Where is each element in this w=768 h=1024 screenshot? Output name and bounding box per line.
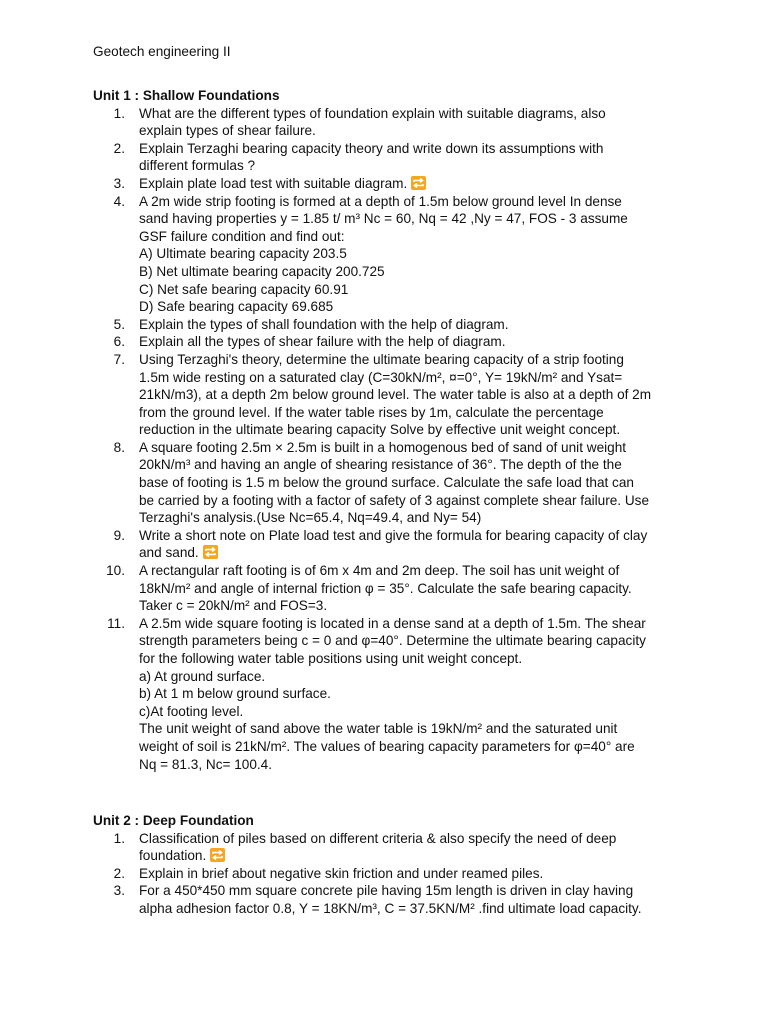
question-text: from the ground level. If the water table rises by 1m, calculate the percentage xyxy=(139,404,604,420)
question-text-line xyxy=(139,439,679,457)
question-text-line xyxy=(139,527,679,545)
question-text-line xyxy=(139,720,679,738)
repeat-icon xyxy=(210,848,225,862)
question-item xyxy=(93,140,679,175)
question-item xyxy=(93,882,679,917)
question-text: GSF failure condition and find out: xyxy=(139,228,345,244)
question-text-line xyxy=(139,474,679,492)
question-text-line xyxy=(139,865,679,883)
question-text: explain types of shear failure. xyxy=(139,123,316,139)
question-text: Classification of piles based on different criteria & also specify the need of deep xyxy=(139,830,617,846)
question-text: Using Terzaghi's theory, determine the ultimate bearing capacity of a strip footing xyxy=(139,351,624,367)
question-text-line xyxy=(139,386,679,404)
question-text-line xyxy=(139,404,679,422)
repeat-icon xyxy=(203,545,218,559)
question-text-line xyxy=(139,351,679,369)
question-text: The unit weight of sand above the water table is 19kN/m² and the saturated unit xyxy=(139,721,618,737)
question-number: 10. xyxy=(106,563,125,579)
question-text: sand having properties y = 1.85 t/ m³ Nc = 60, Nq = 42 ,Ny = 47, FOS - 3 assume xyxy=(139,211,628,227)
question-text-line xyxy=(139,210,679,228)
question-text-line xyxy=(139,492,679,510)
question-text-line xyxy=(139,281,679,299)
question-text: reduction in the ultimate bearing capacity Solve by effective unit weight concept. xyxy=(139,422,621,438)
question-item xyxy=(93,105,679,140)
repeat-icon xyxy=(411,176,426,190)
question-number: 9. xyxy=(113,527,125,543)
question-item xyxy=(93,351,679,439)
question-text-line xyxy=(139,245,679,263)
question-number: 2. xyxy=(113,865,125,881)
question-text-line xyxy=(139,597,679,615)
question-number: 3. xyxy=(113,175,125,191)
question-text: c)At footing level. xyxy=(139,703,244,719)
question-number: 5. xyxy=(113,316,125,332)
question-text-line xyxy=(139,668,679,686)
question-item xyxy=(93,333,679,351)
question-number: 7. xyxy=(113,351,125,367)
question-item xyxy=(93,615,679,773)
question-text: 21kN/m3), at a depth 2m below ground level. The water table is also at a depth of 2m xyxy=(139,387,652,403)
question-text: base of footing is 1.5 m below the ground surface. Calculate the safe load that can xyxy=(139,475,634,491)
question-number: 1. xyxy=(113,105,125,121)
question-text-line xyxy=(139,140,679,158)
question-text-line xyxy=(139,756,679,774)
question-text-line xyxy=(139,544,679,562)
question-text: and sand. xyxy=(139,545,199,561)
question-text-line xyxy=(139,105,679,123)
question-text-line xyxy=(139,738,679,756)
question-text: alpha adhesion factor 0.8, Y = 18KN/m³, C = 37.5KN/M² .find ultimate load capacity. xyxy=(139,900,642,916)
question-text: A 2.5m wide square footing is located in a dense sand at a depth of 1.5m. The shear xyxy=(139,615,646,631)
unit-1-section xyxy=(93,87,693,773)
question-text: Explain all the types of shear failure with the help of diagram. xyxy=(139,334,506,350)
question-number: 8. xyxy=(113,439,125,455)
question-text: b) At 1 m below ground surface. xyxy=(139,686,331,702)
question-number: 3. xyxy=(113,883,125,899)
question-text: Explain Terzaghi bearing capacity theory and write down its assumptions with xyxy=(139,140,604,156)
question-text: Explain plate load test with suitable diagram. xyxy=(139,175,408,191)
unit-1-title: Unit 1 : Shallow Foundations xyxy=(93,88,280,103)
unit-2-title: Unit 2 : Deep Foundation xyxy=(93,813,254,828)
question-text-line xyxy=(139,228,679,246)
question-text-line xyxy=(139,562,679,580)
question-item xyxy=(93,175,679,193)
question-text-line xyxy=(139,122,679,140)
question-item xyxy=(93,439,679,527)
question-item xyxy=(93,865,679,883)
question-text-line xyxy=(139,615,679,633)
question-text: 18kN/m² and angle of internal friction φ = 35°. Calculate the safe bearing capacity. xyxy=(139,580,632,596)
question-text-line xyxy=(139,175,679,193)
question-text: D) Safe bearing capacity 69.685 xyxy=(139,299,334,315)
question-text-line xyxy=(139,900,679,918)
question-text: B) Net ultimate bearing capacity 200.725 xyxy=(139,263,385,279)
question-text-line xyxy=(139,193,679,211)
question-item xyxy=(93,193,679,316)
question-text-line xyxy=(139,685,679,703)
question-text: Nq = 81.3, Nc= 100.4. xyxy=(139,756,273,772)
question-number: 6. xyxy=(113,334,125,350)
unit-2-question-list xyxy=(93,830,693,918)
question-text-line xyxy=(139,157,679,175)
question-text-line xyxy=(139,316,679,334)
question-text: Terzaghi's analysis.(Use Nc=65.4, Nq=49.4, and Ny= 54) xyxy=(139,510,482,526)
question-text-line xyxy=(139,509,679,527)
question-text: Explain the types of shall foundation with the help of diagram. xyxy=(139,316,509,332)
question-text-line xyxy=(139,882,679,900)
question-text: strength parameters being c = 0 and φ=40°. Determine the ultimate bearing capacity xyxy=(139,633,646,649)
question-text: Write a short note on Plate load test and give the formula for bearing capacity of clay xyxy=(139,527,648,543)
question-item xyxy=(93,830,679,865)
question-number: 11. xyxy=(107,615,125,631)
question-text: For a 450*450 mm square concrete pile having 15m length is driven in clay having xyxy=(139,883,634,899)
question-item xyxy=(93,527,679,562)
question-text: 1.5m wide resting on a saturated clay (C=30kN/m², ¤=0°, Y= 19kN/m² and Ysat= xyxy=(139,369,623,385)
question-text: be carried by a footing with a factor of safety of 3 against complete shear failure. Use xyxy=(139,492,650,508)
question-text: Taker c = 20kN/m² and FOS=3. xyxy=(139,598,328,614)
question-text: 20kN/m³ and having an angle of shearing resistance of 36°. The depth of the the xyxy=(139,457,622,473)
question-number: 1. xyxy=(113,830,125,846)
unit-2-section xyxy=(93,812,693,918)
question-text: A rectangular raft footing is of 6m x 4m and 2m deep. The soil has unit weight of xyxy=(139,563,620,579)
question-text-line xyxy=(139,580,679,598)
unit-1-question-list xyxy=(93,105,693,774)
question-text-line xyxy=(139,263,679,281)
question-text-line xyxy=(139,847,679,865)
question-item xyxy=(93,562,679,615)
question-text-line xyxy=(139,369,679,387)
question-text-line xyxy=(139,333,679,351)
question-item xyxy=(93,316,679,334)
question-text: for the following water table positions using unit weight concept. xyxy=(139,651,523,666)
question-text-line xyxy=(139,632,679,650)
question-text: weight of soil is 21kN/m². The values of bearing capacity parameters for φ=40° are xyxy=(139,738,635,754)
question-text: Explain in brief about negative skin friction and under reamed piles. xyxy=(139,865,544,881)
question-text: A square footing 2.5m × 2.5m is built in a homogenous bed of sand of unit weight xyxy=(139,439,627,455)
question-text: a) At ground surface. xyxy=(139,668,266,684)
question-text: C) Net safe bearing capacity 60.91 xyxy=(139,281,349,297)
question-text-line xyxy=(139,830,679,848)
question-number: 2. xyxy=(113,140,125,156)
question-text-line xyxy=(139,650,679,668)
question-text-line xyxy=(139,298,679,316)
question-text: foundation. xyxy=(139,848,207,864)
question-text: What are the different types of foundation explain with suitable diagrams, also xyxy=(139,105,606,121)
question-number: 4. xyxy=(113,193,125,209)
question-text: A) Ultimate bearing capacity 203.5 xyxy=(139,246,347,262)
question-text-line xyxy=(139,421,679,439)
document-header: Geotech engineering II xyxy=(93,44,231,59)
question-text-line xyxy=(139,456,679,474)
question-text-line xyxy=(139,703,679,721)
question-text: A 2m wide strip footing is formed at a depth of 1.5m below ground level In dense xyxy=(139,193,622,209)
question-text: different formulas ? xyxy=(139,158,256,174)
